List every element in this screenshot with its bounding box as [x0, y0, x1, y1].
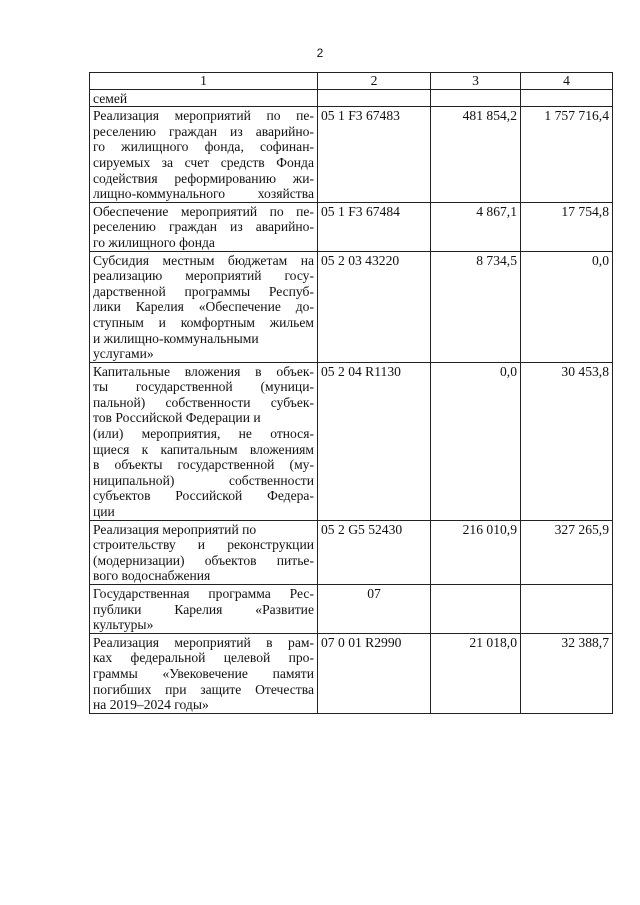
- header-col-3: 3: [431, 73, 521, 90]
- table-row: [90, 520, 613, 584]
- row-name-line: ступным и комфортным жильем: [93, 314, 314, 330]
- row-code: 05 2 03 43220: [318, 251, 431, 362]
- budget-table: [89, 72, 613, 714]
- row-name-line: содействия реформированию жи-: [93, 170, 314, 186]
- row-code: [318, 89, 431, 107]
- row-name-line: реселению граждан из аварийно-: [93, 219, 314, 235]
- header-col-4: 4: [521, 73, 613, 90]
- row-name-line: ции: [93, 504, 115, 520]
- row-name-line: строительству и реконструкции: [93, 537, 314, 553]
- table-row: [90, 89, 613, 107]
- row-name: [90, 202, 318, 251]
- row-name-line: тов Российской Федерации и: [93, 410, 261, 426]
- row-name-line: в объекты государственной (му-: [93, 457, 314, 473]
- row-name: [90, 585, 318, 634]
- row-name-line: го жилищного фонда, софинан-: [93, 139, 314, 155]
- table-row: [90, 633, 613, 713]
- row-name-line: реселению граждан из аварийно-: [93, 123, 314, 139]
- row-col4-value: 32 388,7: [521, 633, 613, 713]
- row-col3-value: 21 018,0: [431, 633, 521, 713]
- row-name-line: Реализация мероприятий по: [93, 521, 257, 537]
- row-name-line: го жилищного фонда: [93, 234, 215, 250]
- row-col4-value: [521, 89, 613, 107]
- row-col3-value: [431, 89, 521, 107]
- row-code: 05 1 F3 67483: [318, 107, 431, 203]
- table-row: [90, 362, 613, 520]
- row-name-line: Реализация мероприятий в рам-: [93, 634, 314, 650]
- row-col3-value: 481 854,2: [431, 107, 521, 203]
- row-name-line: лищно-коммунального хозяйства: [93, 186, 314, 202]
- row-col3-value: 0,0: [431, 362, 521, 520]
- table-row: [90, 251, 613, 362]
- page-number: 2: [316, 46, 324, 60]
- header-col-1: 1: [90, 73, 318, 90]
- row-name: [90, 89, 318, 107]
- row-code: 05 2 04 R1130: [318, 362, 431, 520]
- row-name: [90, 362, 318, 520]
- row-name-line: погибших при защите Отечества: [93, 681, 314, 697]
- row-name-line: и жилищно-коммунальными: [93, 330, 259, 346]
- row-col3-value: 216 010,9: [431, 520, 521, 584]
- table-row: [90, 107, 613, 203]
- row-name: [90, 251, 318, 362]
- row-col4-value: [521, 585, 613, 634]
- row-code: 05 2 G5 52430: [318, 520, 431, 584]
- row-col3-value: 4 867,1: [431, 202, 521, 251]
- row-col4-value: 17 754,8: [521, 202, 613, 251]
- row-name-line: на 2019–2024 годы»: [93, 697, 209, 713]
- row-code: 05 1 F3 67484: [318, 202, 431, 251]
- table-row: [90, 585, 613, 634]
- table-header-row: [90, 73, 613, 90]
- row-name-line: ты государственной (муници-: [93, 379, 314, 395]
- row-name-line: граммы «Увековечение памяти: [93, 665, 314, 681]
- header-col-2: 2: [318, 73, 431, 90]
- row-name-line: Обеспечение мероприятий по пе-: [93, 203, 314, 219]
- row-name: [90, 520, 318, 584]
- row-name-line: субъектов Российской Федера-: [93, 488, 314, 504]
- row-name-line: Реализация мероприятий по пе-: [93, 108, 314, 124]
- row-name-line: культуры»: [93, 617, 154, 633]
- row-col4-value: 30 453,8: [521, 362, 613, 520]
- row-col4-value: 327 265,9: [521, 520, 613, 584]
- row-code: 07 0 01 R2990: [318, 633, 431, 713]
- row-name-line: ках федеральной целевой про-: [93, 650, 314, 666]
- row-name: [90, 633, 318, 713]
- row-name-line: пальной) собственности субъек-: [93, 394, 314, 410]
- row-col4-value: 1 757 716,4: [521, 107, 613, 203]
- row-name-line: реализацию мероприятий госу-: [93, 268, 314, 284]
- row-name-line: услугами»: [93, 346, 154, 362]
- row-name-line: лики Карелия «Обеспечение до-: [93, 299, 314, 315]
- row-name-line: сируемых за счет средств Фонда: [93, 154, 314, 170]
- row-name-line: дарственной программы Респуб-: [93, 283, 314, 299]
- row-name-line: Государственная программа Рес-: [93, 586, 314, 601]
- row-name: [90, 107, 318, 203]
- row-name-line: щиеся к капитальным вложениям: [93, 441, 314, 457]
- row-name-line: вого водоснабжения: [93, 568, 211, 584]
- table-row: [90, 202, 613, 251]
- row-col3-value: 8 734,5: [431, 251, 521, 362]
- row-name-line: семей: [93, 90, 128, 106]
- row-name-line: (или) мероприятия, не относя-: [93, 426, 314, 442]
- row-name-line: ниципальной) собственности: [93, 472, 314, 488]
- row-name-line: (модернизации) объектов питье-: [93, 552, 314, 568]
- row-col3-value: [431, 585, 521, 634]
- row-name-line: Капитальные вложения в объек-: [93, 363, 314, 379]
- row-name-line: Субсидия местным бюджетам на: [93, 252, 314, 268]
- row-col4-value: 0,0: [521, 251, 613, 362]
- row-code: 07: [318, 585, 431, 634]
- row-name-line: публики Карелия «Развитие: [93, 601, 314, 617]
